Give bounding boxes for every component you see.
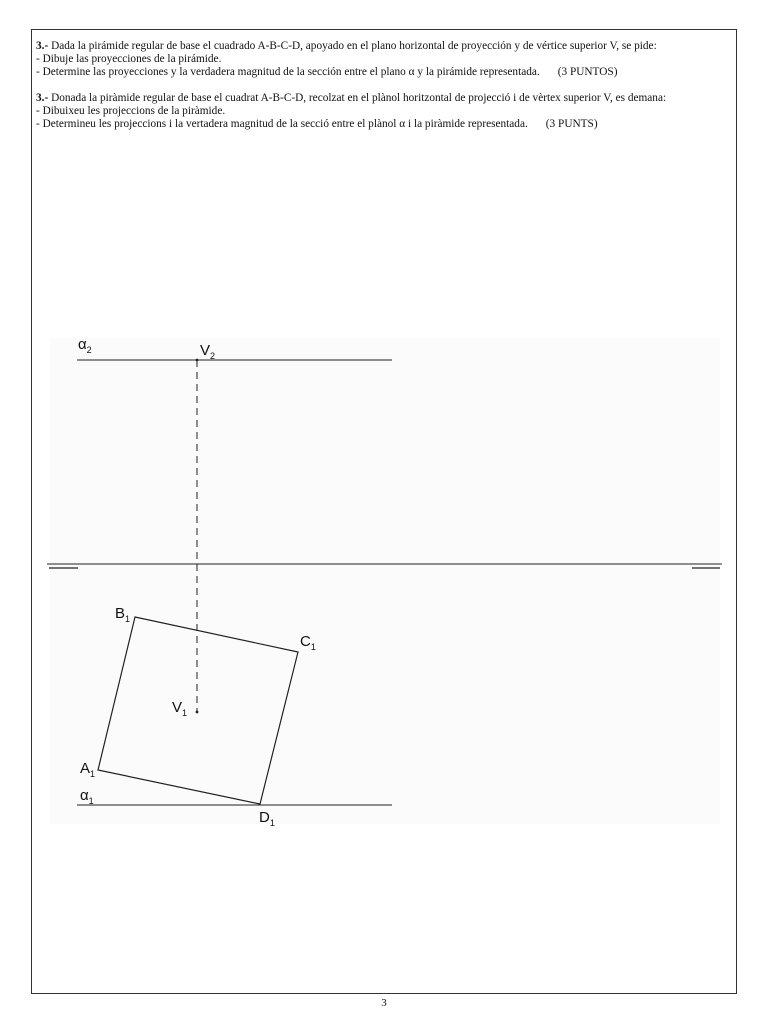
exercise-number-es: 3.- xyxy=(36,40,49,52)
statement-es-intro-text: Dada la pirámide regular de base el cuadrado A-B-C-D, apoyado en el plano horizontal de proyección y de vértice superior V, se pide: xyxy=(48,40,657,52)
statement-ca-intro-text: Donada la piràmide regular de base el cuadrat A-B-C-D, recolzat en el plànol horitzontal de projecció i de vèrtex superior V, es demana: xyxy=(48,91,667,104)
vertex-v2-point xyxy=(196,359,199,362)
statement-es-item-2: - Determine las proyecciones y la verdadera magnitud de la sección entre el plano α y la pirámide representada. xyxy=(36,66,540,79)
label-v2: $V_2$ xyxy=(200,342,216,361)
page-number: 3 xyxy=(381,997,387,1009)
statement-ca-item-2: - Determineu les projeccions i la vertadera magnitud de la secció entre el plànol α i la piràmide representada. xyxy=(36,118,528,131)
label-alpha-1: $\alpha_1$ xyxy=(80,787,94,806)
label-a1: $A_1$ xyxy=(80,760,96,779)
drawing-background xyxy=(50,338,720,824)
label-c1: $C_1$ xyxy=(300,633,316,652)
statement-ca-item-1: - Dibuixeu les projeccions de la piràmide. xyxy=(36,104,226,117)
points-ca: (3 PUNTS) xyxy=(545,118,598,131)
statement-es-item-1: - Dibuje las proyecciones de la pirámide. xyxy=(36,53,222,66)
exercise-number-ca: 3.- xyxy=(36,91,49,104)
label-d1: $D_1$ xyxy=(259,809,275,828)
label-v1: $V_1$ xyxy=(172,699,188,718)
points-es: (3 PUNTOS) xyxy=(557,66,618,79)
vertex-v1-point xyxy=(196,711,199,714)
label-b1: $B_1$ xyxy=(115,605,131,624)
label-alpha-2: $\alpha_2$ xyxy=(78,336,92,355)
